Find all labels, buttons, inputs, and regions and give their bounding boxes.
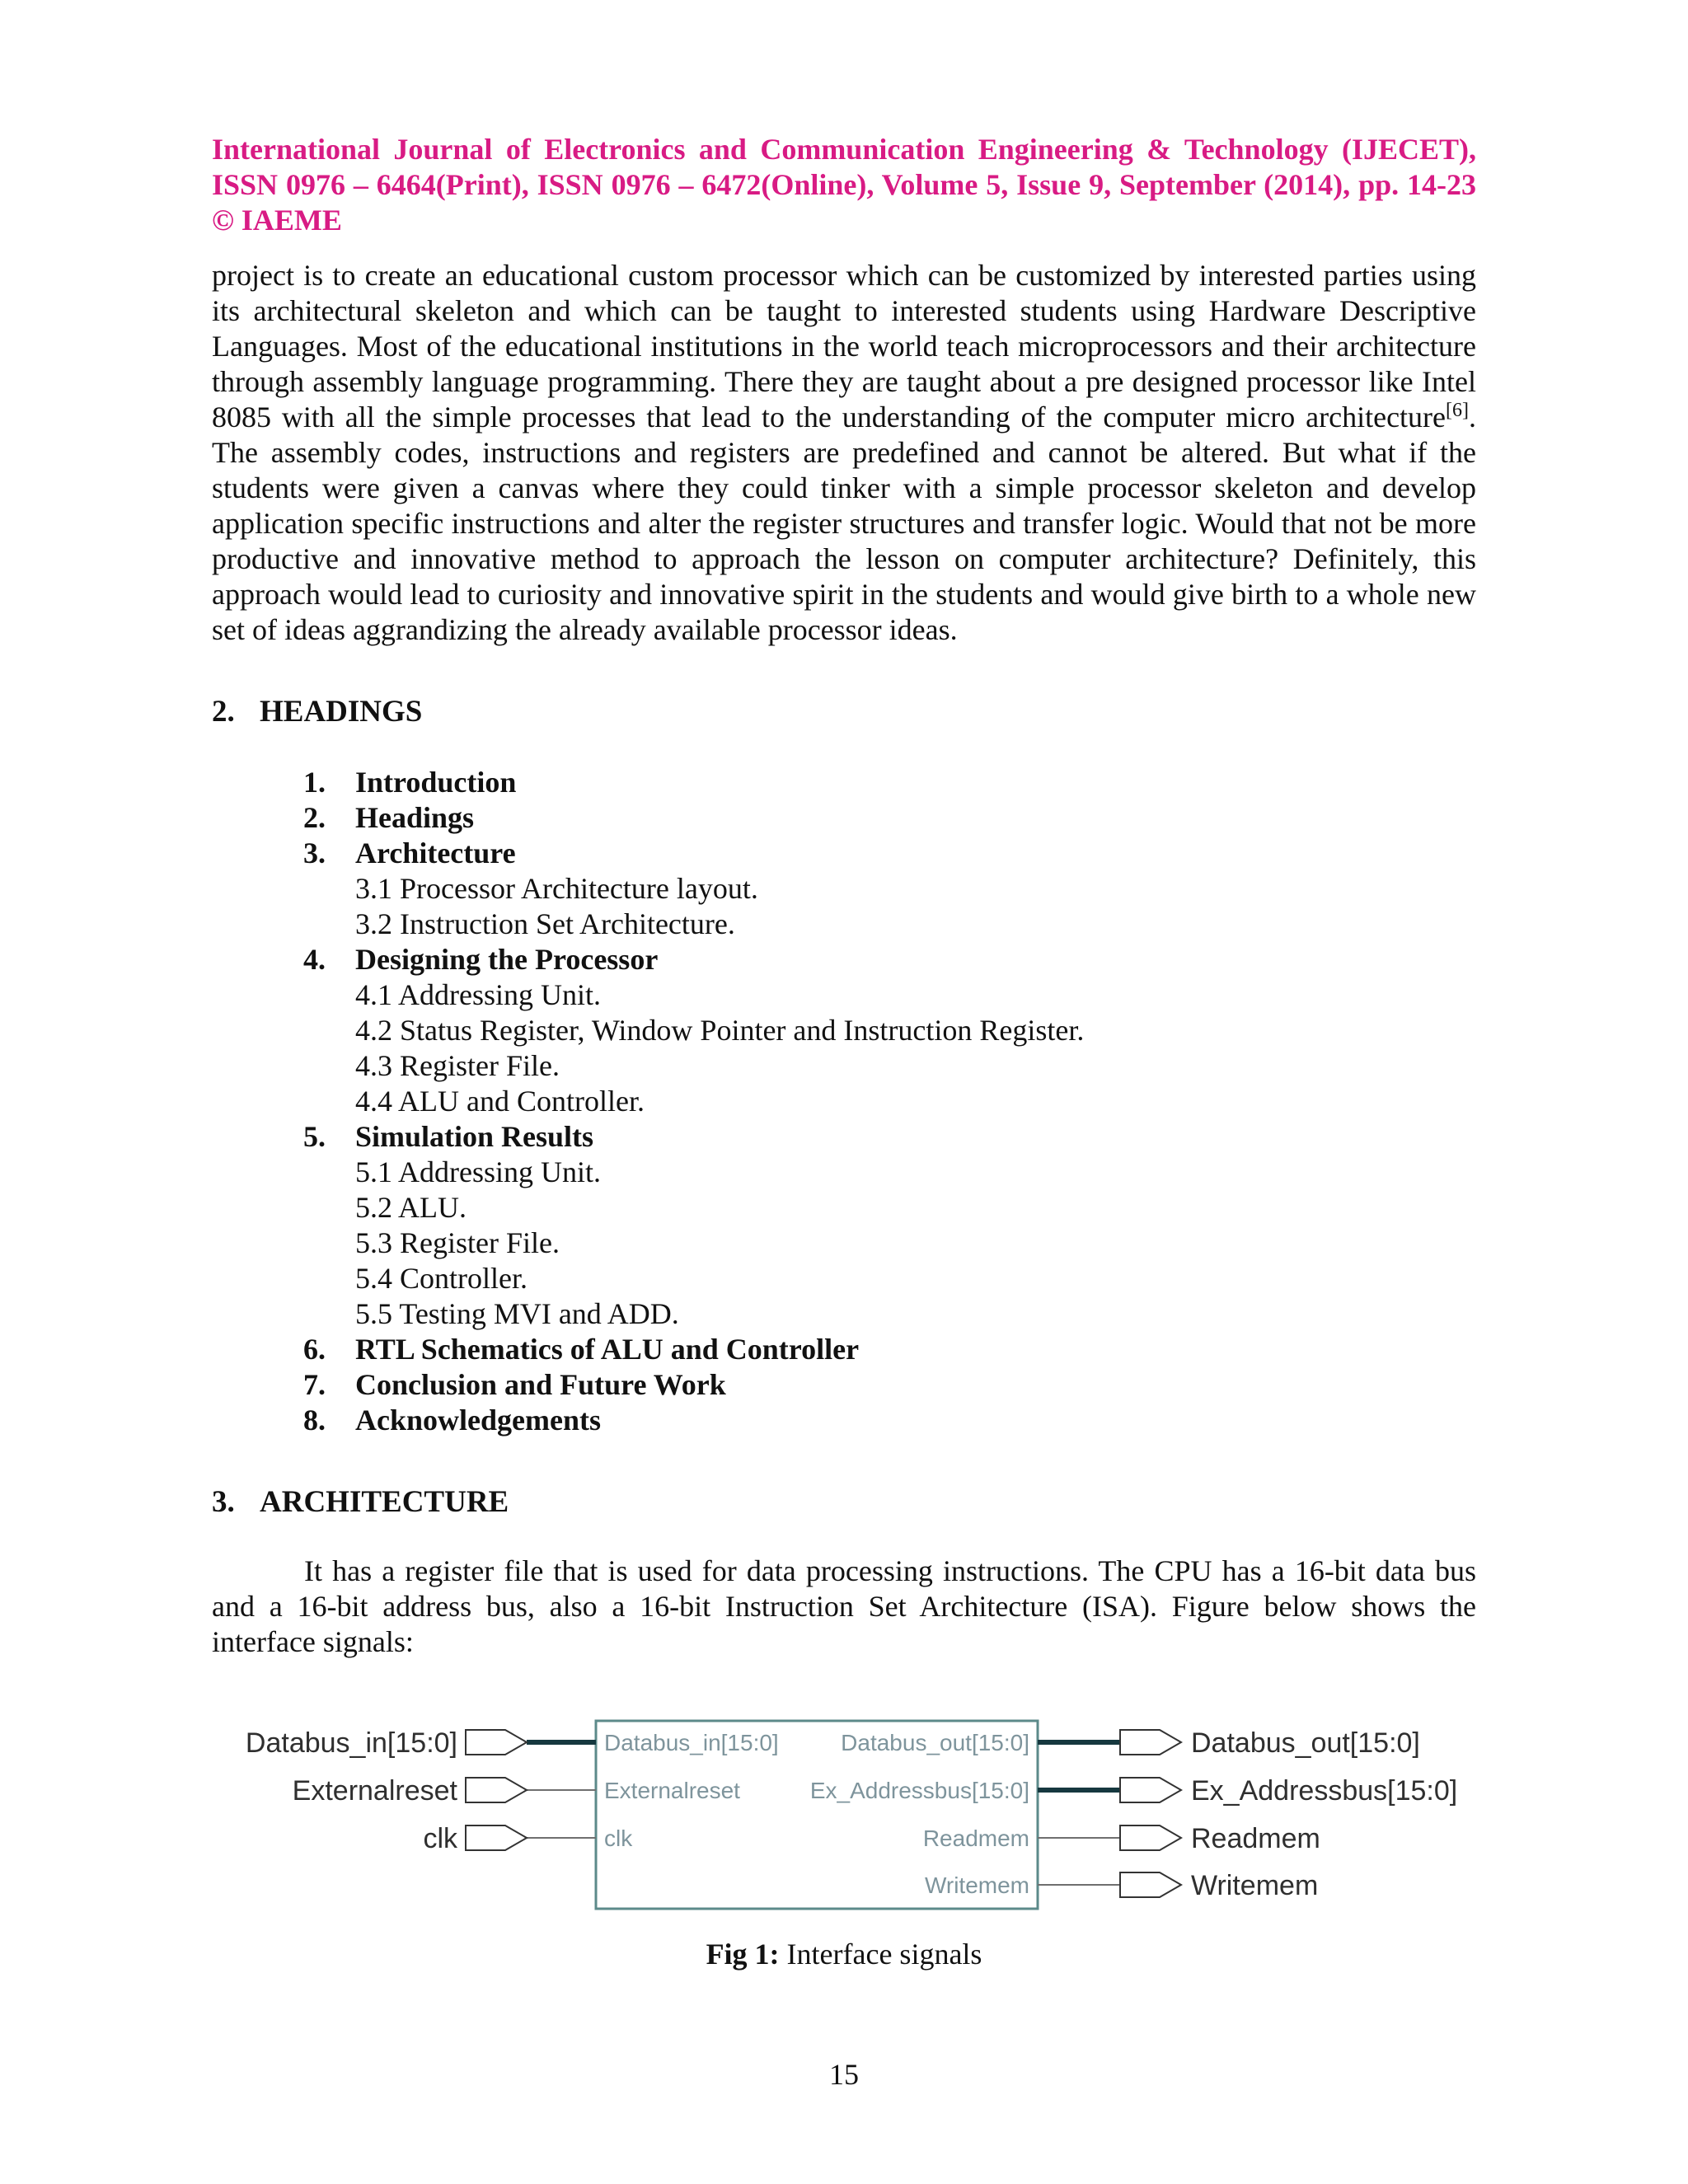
toc-item: 1. Introduction	[303, 766, 517, 799]
architecture-paragraph: It has a register file that is used for data processing instructions. The CPU has a 16-bit data bus and a 16-bit address bus, also a 16-bit Instruction Set Architecture (ISA). Figure below shows the interface signals:	[212, 1554, 1476, 1658]
figure-caption	[212, 1936, 1476, 1972]
port-label: Databus_in[15:0]	[245, 1727, 457, 1759]
box-input-label: clk	[604, 1825, 633, 1851]
toc-item: 7. Conclusion and Future Work	[303, 1368, 726, 1401]
output-port-icon	[1120, 1730, 1181, 1755]
section-title: ARCHITECTURE	[260, 1485, 509, 1519]
section-title: HEADINGS	[260, 695, 423, 729]
output-port-icon	[1120, 1872, 1181, 1897]
port-label: clk	[423, 1823, 457, 1854]
port-label: Writemem	[1191, 1870, 1319, 1901]
toc-item: 4. Designing the Processor	[303, 943, 659, 976]
toc	[212, 765, 1476, 1438]
toc-subitem: 3.1 Processor Architecture layout.	[355, 872, 758, 905]
output-port-icon	[1120, 1825, 1181, 1850]
toc-subitem: 4.2 Status Register, Window Pointer and Instruction Register.	[355, 1014, 1085, 1047]
toc-subitem: 4.4 ALU and Controller.	[355, 1085, 645, 1118]
toc-subitem: 4.3 Register File.	[355, 1049, 560, 1082]
toc-item: 2. Headings	[303, 801, 475, 834]
input-port-icon	[466, 1778, 527, 1802]
toc-item: 3. Architecture	[303, 837, 516, 869]
intro-text-1: project is to create an educational custom processor which can be customized by interested parties using its architectural skeleton and which can be taught to interested students using Hardware Descriptive Languages. Most of the educational institutions in the world teach microprocessors and their architecture through assembly language programming. There they are taught about a pre designed processor like Intel 8085 with all the simple processes that lead to the understanding of the computer micro architecture	[212, 259, 1476, 434]
toc-subitem: 4.1 Addressing Unit.	[355, 978, 602, 1011]
interface-figure	[212, 1714, 1476, 1972]
toc-subitem: 5.1 Addressing Unit.	[355, 1155, 602, 1188]
citation-superscript: [6]	[1446, 400, 1469, 421]
toc-subitem: 5.2 ALU.	[355, 1191, 467, 1224]
section-number: 3.	[212, 1485, 235, 1519]
toc-subitem: 5.5 Testing MVI and ADD.	[355, 1297, 679, 1330]
figure-caption-text: Interface signals	[779, 1938, 982, 1971]
input-port-icon	[466, 1730, 527, 1755]
port-label: Readmem	[1191, 1823, 1320, 1854]
input-port-icon	[466, 1825, 527, 1850]
box-output-label: Writemem	[924, 1872, 1029, 1898]
page-number: 15	[829, 2058, 859, 2091]
toc-subitem: 3.2 Instruction Set Architecture.	[355, 907, 735, 940]
box-output-label: Ex_Addressbus[15:0]	[809, 1778, 1029, 1803]
journal-header: International Journal of Electronics and Communication Engineering & Technology (IJECET), ISSN 0976 – 6464(Print), ISSN 0976 – 6472(Online), Volume 5, Issue 9, September (2014), pp. 14-23 © IAEME	[212, 133, 1476, 237]
port-label: Ex_Addressbus[15:0]	[1191, 1775, 1458, 1807]
toc-subitem: 5.3 Register File.	[355, 1226, 560, 1259]
section-heading-headings	[212, 694, 1476, 730]
section-heading-architecture	[212, 1484, 1476, 1521]
box-input-label: Externalreset	[604, 1778, 740, 1803]
box-output-label: Databus_out[15:0]	[841, 1730, 1029, 1755]
toc-item: 8. Acknowledgements	[303, 1404, 601, 1436]
port-label: Externalreset	[292, 1775, 457, 1807]
output-port-icon	[1120, 1778, 1181, 1802]
toc-item: 6. RTL Schematics of ALU and Controller	[303, 1333, 860, 1366]
box-output-label: Readmem	[922, 1825, 1029, 1851]
intro-text-2: . The assembly codes, instructions and registers are predefined and cannot be altered. But what if the students were given a canvas where they could tinker with a simple processor skeleton and develop application specific instructions and alter the register structures and transfer logic. Would that not be more productive and innovative method to approach the lesson on computer architecture? Definitely, this approach would lead to curiosity and innovative spirit in the students and would give birth to a whole new set of ideas aggrandizing the already available processor ideas.	[212, 401, 1476, 646]
intro-paragraph	[212, 258, 1476, 648]
box-input-label: Databus_in[15:0]	[604, 1730, 779, 1755]
port-label: Databus_out[15:0]	[1191, 1727, 1420, 1759]
interface-signals-diagram	[212, 1714, 1498, 1920]
toc-item: 5. Simulation Results	[303, 1120, 594, 1153]
section-number: 2.	[212, 695, 235, 729]
toc-subitem: 5.4 Controller.	[355, 1262, 528, 1295]
figure-caption-label: Fig 1:	[706, 1938, 780, 1971]
